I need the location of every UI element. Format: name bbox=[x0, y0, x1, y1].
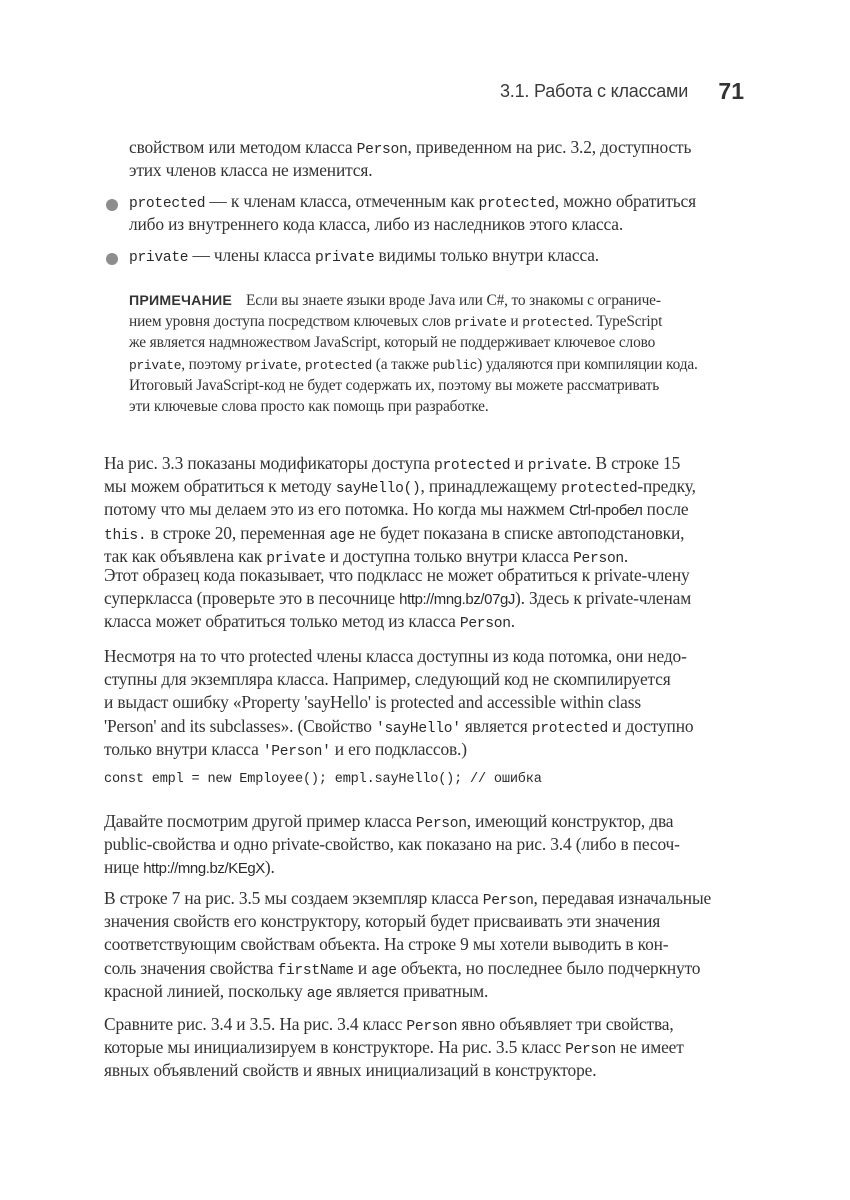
paragraph-line bbox=[104, 857, 746, 878]
inline-code: private bbox=[129, 250, 189, 266]
text-run: В строке 7 на рис. 3.5 мы создаем экземпляр класса bbox=[104, 888, 483, 908]
text-run: , поэтому bbox=[181, 355, 246, 373]
inline-sans-term: http://mng.bz/KEgX bbox=[143, 860, 265, 878]
bullet-dot-icon bbox=[106, 199, 118, 211]
inline-code: age bbox=[306, 985, 333, 1002]
text-run: только внутри класса bbox=[104, 738, 263, 759]
text-run: видимы только внутри класса. bbox=[374, 245, 599, 265]
note-label: ПРИМЕЧАНИЕ bbox=[129, 293, 233, 309]
text-run: не будет показана в списке автоподстановки, bbox=[354, 522, 685, 543]
inline-code: age bbox=[371, 962, 397, 979]
paragraph-line bbox=[104, 811, 746, 832]
text-run: Итоговый JavaScript-код не будет содержать их, поэтому вы можете рассматривать bbox=[129, 376, 660, 394]
text-run: . В строке 15 bbox=[587, 453, 681, 473]
text-run: Этот образец кода показывает, что подкласс не может обратиться к private-члену bbox=[104, 565, 690, 585]
text-run: свойством или методом класса bbox=[129, 137, 357, 157]
text-run: ). bbox=[264, 857, 275, 878]
paragraph-line bbox=[104, 934, 746, 955]
text-run: так как объявлена как bbox=[104, 545, 267, 566]
text-run: нице bbox=[104, 857, 144, 878]
inline-code: protected bbox=[561, 481, 638, 498]
bullet-item-line bbox=[129, 245, 746, 266]
inline-code: Person bbox=[459, 616, 511, 633]
text-run: эти ключевые слова просто как помощь при разработке. bbox=[129, 398, 489, 415]
text-run: явно объявляет три свойства, bbox=[457, 1014, 674, 1034]
paragraph-line bbox=[104, 888, 746, 909]
paragraph-line bbox=[104, 1060, 746, 1081]
inline-code: 'Person' bbox=[262, 743, 331, 760]
text-run: Несмотря на то что protected члены класса доступны из кода потомка, они недо- bbox=[104, 646, 687, 666]
text-run: public-свойства и одно private-свойство, как показано на рис. 3.4 (либо в песоч- bbox=[104, 834, 680, 855]
bullet-item-line bbox=[129, 214, 746, 235]
paragraph-line bbox=[104, 546, 746, 567]
text-run: не имеет bbox=[615, 1037, 684, 1058]
text-run: — члены класса bbox=[188, 245, 316, 265]
paragraph-line bbox=[104, 646, 746, 667]
text-run: Давайте посмотрим другой пример класса bbox=[104, 811, 416, 831]
text-run: является bbox=[460, 715, 532, 736]
paragraph-line bbox=[104, 1014, 746, 1035]
text-run: . bbox=[510, 611, 515, 632]
text-run: . bbox=[623, 545, 629, 566]
paragraph-line bbox=[104, 834, 746, 855]
inline-code: protected bbox=[304, 357, 373, 373]
text-run: , можно обратиться bbox=[554, 191, 696, 211]
page-number: 71 bbox=[718, 78, 744, 104]
text-run: ) удаляются при компиляции кода. bbox=[477, 355, 698, 373]
text-run: значения свойств его конструктору, который будет присваивать эти значения bbox=[104, 911, 661, 932]
paragraph-line bbox=[104, 1037, 746, 1058]
text-run: объекта, но последнее было подчеркнуто bbox=[396, 957, 701, 978]
text-run: в строке 20, переменная bbox=[146, 522, 330, 543]
note-line bbox=[129, 292, 746, 310]
inline-code: private bbox=[129, 357, 182, 373]
text-run: же является надмножеством JavaScript, который не поддерживает ключевое слово bbox=[129, 334, 656, 352]
paragraph-line bbox=[104, 692, 746, 713]
text-run: суперкласса (проверьте это в песочнице bbox=[104, 588, 400, 609]
inline-code: protected bbox=[433, 458, 511, 474]
text-run: явных объявлений свойств и явных инициализаций в конструкторе. bbox=[104, 1060, 597, 1081]
text-run: класса может обратиться только метод из класса bbox=[104, 611, 460, 632]
text-run: соответствующим свойствам объекта. На строке 9 мы хотели выводить в кон- bbox=[104, 934, 669, 955]
text-run: красной линией, поскольку bbox=[104, 980, 307, 1001]
code-sample: const empl = new Employee(); empl.sayHello(); // ошибка bbox=[104, 772, 542, 787]
intro-line bbox=[129, 160, 746, 181]
text-run: и bbox=[506, 313, 523, 331]
section-title: 3.1. Работа с классами bbox=[500, 81, 689, 101]
inline-code: private bbox=[266, 550, 326, 567]
text-run: Если вы знаете языки вроде Java или C#, то знакомы с ограниче- bbox=[246, 292, 661, 309]
paragraph-line bbox=[104, 958, 746, 979]
inline-code: Person bbox=[356, 142, 408, 158]
inline-code: private bbox=[527, 458, 588, 474]
intro-line bbox=[129, 137, 746, 158]
text-run: (а также bbox=[372, 355, 433, 373]
inline-code: Person bbox=[482, 893, 534, 909]
text-run: и bbox=[353, 957, 372, 978]
inline-code: sayHello() bbox=[335, 481, 421, 498]
text-run: является приватным. bbox=[332, 980, 489, 1001]
paragraph-line bbox=[104, 981, 746, 1002]
paragraph-line bbox=[104, 453, 746, 474]
inline-sans-term: http://mng.bz/07gJ bbox=[399, 591, 515, 609]
paragraph-line bbox=[104, 499, 746, 520]
text-run: 'Person' and its subclasses». (Свойство bbox=[104, 715, 376, 736]
inline-code: private bbox=[454, 315, 507, 331]
inline-code: Person bbox=[406, 1019, 458, 1035]
text-run: . TypeScript bbox=[589, 313, 663, 331]
text-run: и доступна только внутри класса bbox=[325, 545, 574, 566]
text-run: , передавая изначальные bbox=[533, 888, 712, 908]
note-line bbox=[129, 356, 746, 374]
inline-code: private bbox=[245, 357, 298, 373]
inline-code: private bbox=[315, 250, 375, 266]
paragraph-line bbox=[104, 739, 746, 760]
text-run: потому что мы делаем это из его потомка. Но когда мы нажмем bbox=[104, 499, 569, 520]
text-run: ступны для экземпляра класса. Например, следующий код не скомпилируется bbox=[104, 669, 671, 690]
paragraph-line bbox=[104, 523, 746, 544]
inline-code: this. bbox=[104, 527, 147, 544]
note-line bbox=[129, 398, 746, 416]
text-run: Сравните рис. 3.4 и 3.5. На рис. 3.4 класс bbox=[104, 1014, 407, 1034]
text-run: либо из внутреннего кода класса, либо из наследников этого класса. bbox=[129, 214, 624, 235]
text-run: мы можем обратиться к методу bbox=[104, 476, 336, 497]
inline-code: protected bbox=[522, 315, 590, 331]
inline-code: 'sayHello' bbox=[375, 720, 461, 737]
inline-code: protected bbox=[531, 720, 608, 737]
bullet-item-line bbox=[129, 191, 746, 212]
text-run: и bbox=[510, 453, 528, 473]
text-run: соль значения свойства bbox=[104, 957, 278, 978]
inline-code: age bbox=[329, 527, 355, 544]
inline-code: protected bbox=[478, 196, 555, 212]
running-header bbox=[500, 78, 750, 108]
inline-code: protected bbox=[129, 196, 206, 212]
paragraph-line bbox=[104, 911, 746, 932]
paragraph-line bbox=[104, 611, 746, 632]
inline-code: Person bbox=[565, 1042, 616, 1059]
text-run: , имеющий конструктор, два bbox=[466, 811, 674, 831]
note-line bbox=[129, 377, 746, 395]
text-run: после bbox=[642, 499, 689, 520]
paragraph-line bbox=[104, 565, 746, 586]
text-run: На рис. 3.3 показаны модификаторы доступа bbox=[104, 453, 434, 473]
inline-code: public bbox=[432, 357, 478, 373]
text-run: , приведенном на рис. 3.2, доступность bbox=[407, 137, 692, 157]
paragraph-line bbox=[104, 669, 746, 690]
text-run: -предку, bbox=[637, 476, 696, 497]
note-line bbox=[129, 313, 746, 331]
text-run: — к членам класса, отмеченным как bbox=[205, 191, 479, 211]
text-run: этих членов класса не изменится. bbox=[129, 160, 373, 181]
text-run: ). Здесь к private-членам bbox=[515, 588, 692, 609]
inline-code: Person bbox=[415, 816, 467, 832]
paragraph-line bbox=[104, 588, 746, 609]
text-run: , bbox=[297, 355, 305, 373]
inline-code: Person bbox=[573, 550, 624, 567]
paragraph-line bbox=[104, 476, 746, 497]
text-run: нием уровня доступа посредством ключевых слов bbox=[129, 313, 455, 331]
text-run: , принадлежащему bbox=[420, 476, 562, 497]
text-run: и выдаст ошибку «Property 'sayHello' is protected and accessible within class bbox=[104, 692, 641, 713]
note-line bbox=[129, 334, 746, 352]
text-run: которые мы инициализируем в конструкторе. На рис. 3.5 класс bbox=[104, 1037, 566, 1058]
inline-sans-term: Ctrl-пробел bbox=[568, 502, 643, 520]
bullet-dot-icon bbox=[106, 253, 118, 265]
paragraph-line bbox=[104, 716, 746, 737]
inline-code: firstName bbox=[277, 962, 354, 979]
text-run: и доступно bbox=[607, 715, 694, 736]
text-run: и его подклассов.) bbox=[330, 738, 467, 759]
